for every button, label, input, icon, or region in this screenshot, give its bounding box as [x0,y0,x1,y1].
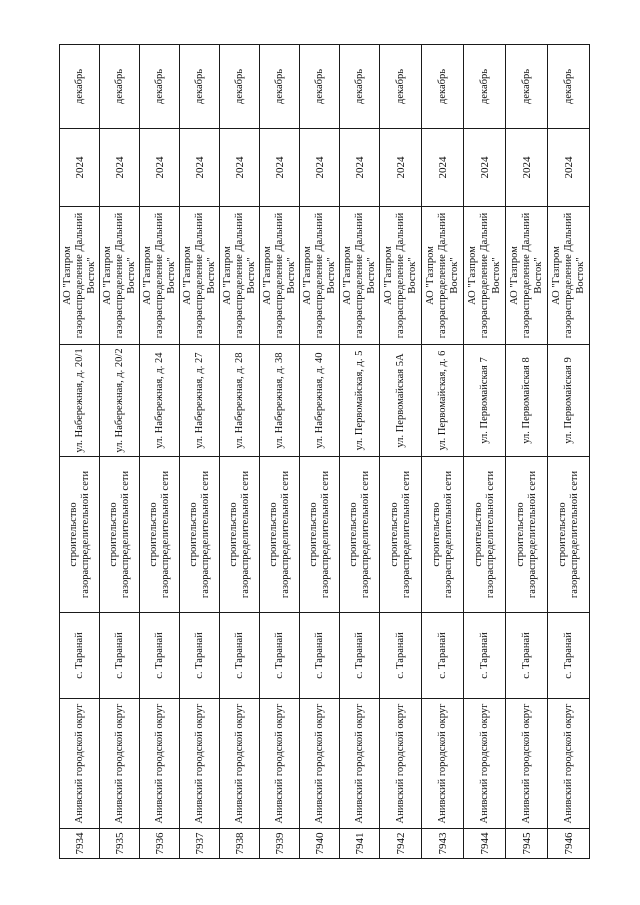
company-cell: АО "Газпром газораспределение Дальний Восток" [260,207,300,345]
month-cell: декабрь [548,45,590,129]
work-type-cell: строительство газораспределительной сети [506,457,548,613]
district-cell: Анивский городской округ [340,699,380,829]
address-cell: ул. Первомайская 8 [506,345,548,457]
table-row [180,45,220,859]
work-type-cell: строительство газораспределительной сети [100,457,140,613]
address-cell: ул. Набережная, д. 27 [180,345,220,457]
work-type-cell: строительство газораспределительной сети [380,457,422,613]
locality-cell: с. Таранай [464,613,506,699]
company-cell: АО "Газпром газораспределение Дальний Восток" [380,207,422,345]
row-number-cell: 7941 [340,829,380,859]
month-cell: декабрь [100,45,140,129]
locality-cell: с. Таранай [220,613,260,699]
district-cell: Анивский городской округ [548,699,590,829]
work-type-cell: строительство газораспределительной сети [422,457,464,613]
row-number-cell: 7934 [60,829,100,859]
district-cell: Анивский городской округ [100,699,140,829]
table-row [260,45,300,859]
year-cell: 2024 [300,129,340,207]
address-cell: ул. Набережная, д. 40 [300,345,340,457]
company-cell: АО "Газпром газораспределение Дальний Восток" [340,207,380,345]
table-row [380,45,422,859]
district-cell: Анивский городской округ [60,699,100,829]
table-row [464,45,506,859]
address-cell: ул. Первомайская 7 [464,345,506,457]
locality-cell: с. Таранай [340,613,380,699]
table-row [300,45,340,859]
work-type-cell: строительство газораспределительной сети [140,457,180,613]
work-type-cell: строительство газораспределительной сети [180,457,220,613]
year-cell: 2024 [140,129,180,207]
year-cell: 2024 [100,129,140,207]
table-row [100,45,140,859]
rotated-table-wrapper [59,45,586,859]
locality-cell: с. Таранай [380,613,422,699]
work-type-cell: строительство газораспределительной сети [464,457,506,613]
locality-cell: с. Таранай [548,613,590,699]
work-type-cell: строительство газораспределительной сети [340,457,380,613]
year-cell: 2024 [260,129,300,207]
month-cell: декабрь [220,45,260,129]
locality-cell: с. Таранай [260,613,300,699]
company-cell: АО "Газпром газораспределение Дальний Восток" [180,207,220,345]
table-row [60,45,100,859]
district-cell: Анивский городской округ [300,699,340,829]
row-number-cell: 7939 [260,829,300,859]
month-cell: декабрь [180,45,220,129]
locality-cell: с. Таранай [300,613,340,699]
district-cell: Анивский городской округ [260,699,300,829]
year-cell: 2024 [506,129,548,207]
address-cell: ул. Первомайская, д. 6 [422,345,464,457]
locality-cell: с. Таранай [100,613,140,699]
work-type-cell: строительство газораспределительной сети [60,457,100,613]
locality-cell: с. Таранай [60,613,100,699]
year-cell: 2024 [180,129,220,207]
row-number-cell: 7946 [548,829,590,859]
table-row [140,45,180,859]
address-cell: ул. Набережная, д. 20/1 [60,345,100,457]
row-number-cell: 7938 [220,829,260,859]
registry-table [59,44,590,859]
company-cell: АО "Газпром газораспределение Дальний Восток" [422,207,464,345]
table-row [506,45,548,859]
row-number-cell: 7943 [422,829,464,859]
district-cell: Анивский городской округ [220,699,260,829]
month-cell: декабрь [506,45,548,129]
work-type-cell: строительство газораспределительной сети [548,457,590,613]
table-row [422,45,464,859]
address-cell: ул. Первомайская 5А [380,345,422,457]
year-cell: 2024 [422,129,464,207]
month-cell: декабрь [60,45,100,129]
district-cell: Анивский городской округ [464,699,506,829]
company-cell: АО "Газпром газораспределение Дальний Восток" [506,207,548,345]
address-cell: ул. Набережная, д. 24 [140,345,180,457]
row-number-cell: 7940 [300,829,340,859]
work-type-cell: строительство газораспределительной сети [220,457,260,613]
month-cell: декабрь [140,45,180,129]
work-type-cell: строительство газораспределительной сети [260,457,300,613]
month-cell: декабрь [300,45,340,129]
row-number-cell: 7945 [506,829,548,859]
address-cell: ул. Набережная, д. 28 [220,345,260,457]
table-row [340,45,380,859]
company-cell: АО "Газпром газораспределение Дальний Восток" [60,207,100,345]
locality-cell: с. Таранай [140,613,180,699]
locality-cell: с. Таранай [422,613,464,699]
work-type-cell: строительство газораспределительной сети [300,457,340,613]
company-cell: АО "Газпром газораспределение Дальний Восток" [220,207,260,345]
month-cell: декабрь [422,45,464,129]
company-cell: АО "Газпром газораспределение Дальний Восток" [464,207,506,345]
table-row [220,45,260,859]
locality-cell: с. Таранай [180,613,220,699]
year-cell: 2024 [464,129,506,207]
row-number-cell: 7935 [100,829,140,859]
row-number-cell: 7936 [140,829,180,859]
row-number-cell: 7944 [464,829,506,859]
year-cell: 2024 [340,129,380,207]
month-cell: декабрь [340,45,380,129]
district-cell: Анивский городской округ [140,699,180,829]
year-cell: 2024 [380,129,422,207]
district-cell: Анивский городской округ [422,699,464,829]
row-number-cell: 7942 [380,829,422,859]
address-cell: ул. Набережная, д. 38 [260,345,300,457]
year-cell: 2024 [548,129,590,207]
district-cell: Анивский городской округ [506,699,548,829]
company-cell: АО "Газпром газораспределение Дальний Восток" [548,207,590,345]
company-cell: АО "Газпром газораспределение Дальний Восток" [300,207,340,345]
table-row [548,45,590,859]
address-cell: ул. Набережная, д. 20/2 [100,345,140,457]
address-cell: ул. Первомайская, д. 5 [340,345,380,457]
year-cell: 2024 [60,129,100,207]
district-cell: Анивский городской округ [180,699,220,829]
month-cell: декабрь [380,45,422,129]
district-cell: Анивский городской округ [380,699,422,829]
locality-cell: с. Таранай [506,613,548,699]
company-cell: АО "Газпром газораспределение Дальний Восток" [100,207,140,345]
month-cell: декабрь [260,45,300,129]
company-cell: АО "Газпром газораспределение Дальний Восток" [140,207,180,345]
row-number-cell: 7937 [180,829,220,859]
month-cell: декабрь [464,45,506,129]
address-cell: ул. Первомайская 9 [548,345,590,457]
year-cell: 2024 [220,129,260,207]
